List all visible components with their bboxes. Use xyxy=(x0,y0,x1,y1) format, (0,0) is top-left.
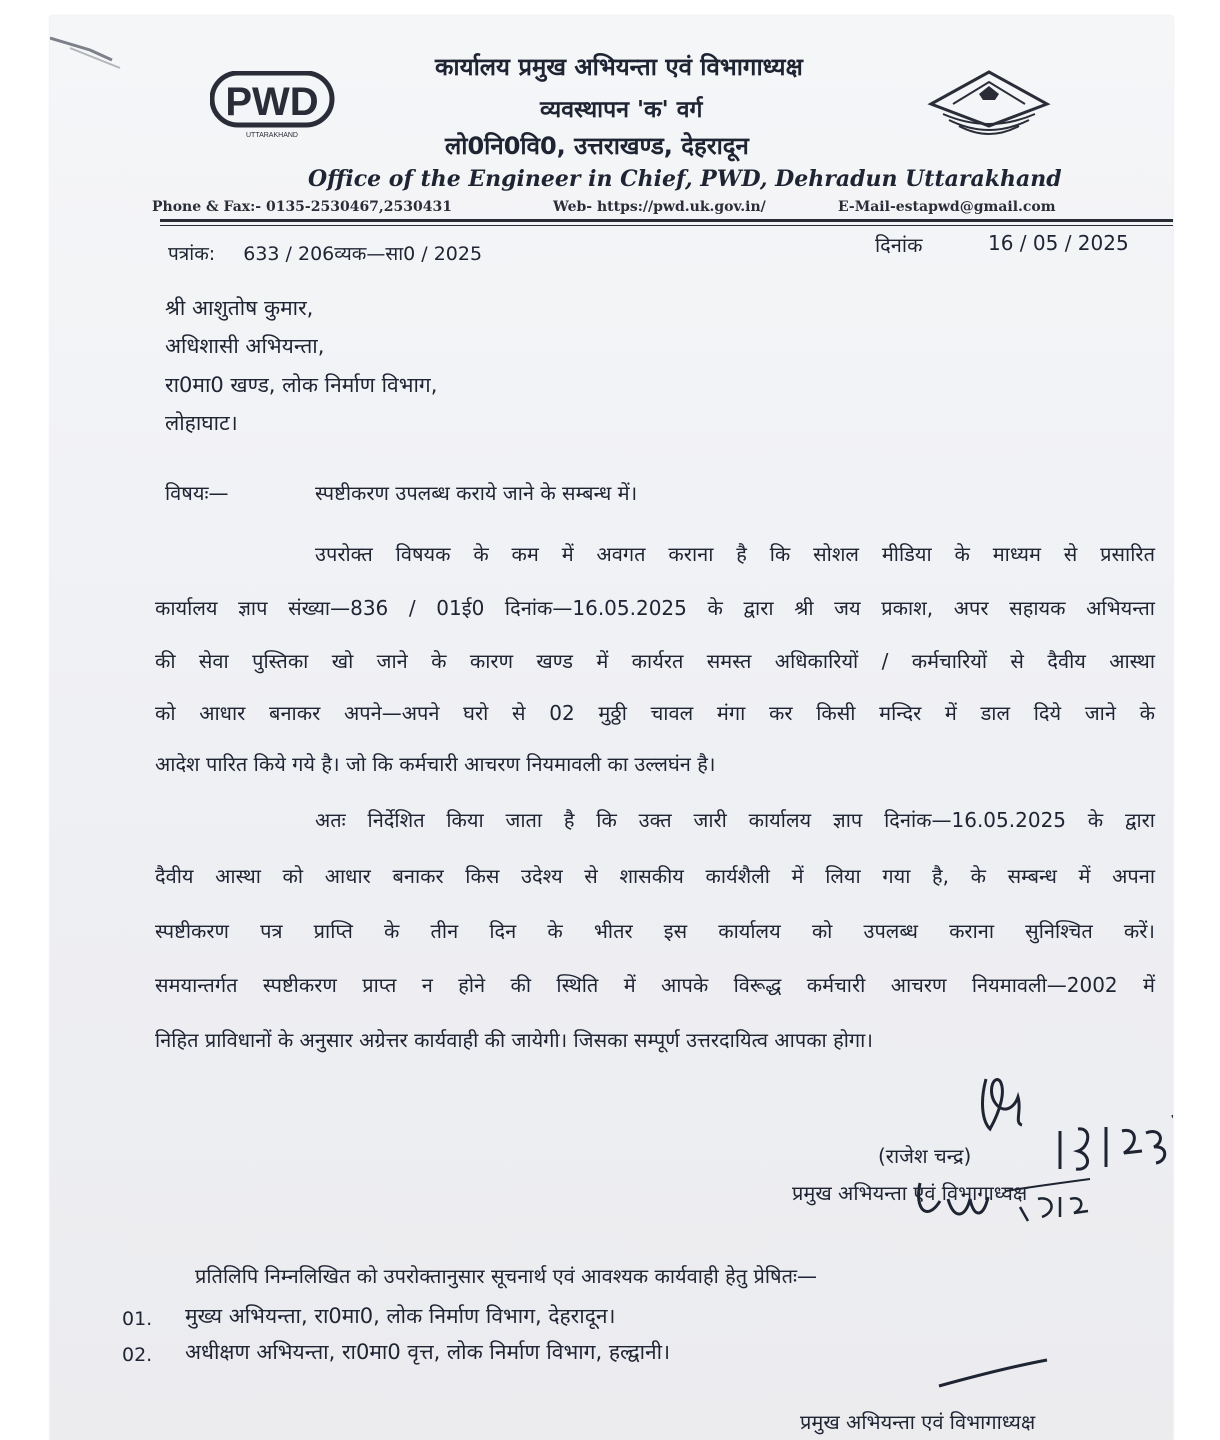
addressee-line: अधिशासी अभियन्ता, xyxy=(165,334,325,358)
date-value: 16 / 05 / 2025 xyxy=(988,231,1129,255)
patrank-value: 633 / 206व्यक—सा0 / 2025 xyxy=(243,243,483,265)
reference-number xyxy=(168,240,482,266)
date-label: दिनांक xyxy=(875,233,923,257)
staple-mark xyxy=(50,16,140,96)
paragraph-1-line: को आधार बनाकर अपने—अपने घरो से 02 मुठ्ठी चावल मंगा कर किसी मन्दिर में डाल दिये जाने के xyxy=(155,701,1155,725)
subject-label: विषयः— xyxy=(165,481,229,505)
letterhead-line-2: व्यवस्थापन 'क' वर्ग xyxy=(540,97,703,123)
paragraph-1-line: कार्यालय ज्ञाप संख्या—836 / 01ई0 दिनांक—16.05.2025 के द्वारा श्री जय प्रकाश, अपर सहायक अभियन्ता xyxy=(155,596,1155,620)
handwritten-initial-stroke xyxy=(935,1356,1055,1396)
paragraph-1-line: आदेश पारित किये गये है। जो कि कर्मचारी आचरण नियमावली का उल्लघंन है। xyxy=(155,752,716,776)
header-rule-thin xyxy=(160,225,1173,226)
copy-to-item: अधीक्षण अभियन्ता, रा0मा0 वृत्त, लोक निर्माण विभाग, हल्द्वानी। xyxy=(185,1340,671,1364)
svg-text:PWD: PWD xyxy=(225,80,319,124)
copy-to-number: 02. xyxy=(122,1344,153,1366)
paragraph-2-line: दैवीय आस्था को आधार बनाकर किस उदेश्य से शासकीय कार्यशैली में लिया गया है, के सम्बन्ध में अपना xyxy=(155,864,1155,888)
header-rule xyxy=(160,219,1173,222)
addressee-line: श्री आशुतोष कुमार, xyxy=(165,296,314,320)
addressee-line: लोहाघाट। xyxy=(165,411,238,435)
paragraph-2-line: अतः निर्देशित किया जाता है कि उक्त जारी कार्यालय ज्ञाप दिनांक—16.05.2025 के द्वारा xyxy=(315,808,1155,832)
letterhead-english-title: Office of the Engineer in Chief, PWD, Dehradun Uttarakhand xyxy=(308,166,1062,192)
website: Web- https://pwd.uk.gov.in/ xyxy=(553,199,766,215)
phone-fax: Phone & Fax:- 0135-2530467,2530431 xyxy=(152,199,452,215)
letter-page xyxy=(50,16,1173,1440)
email: E-Mail-estapwd@gmail.com xyxy=(838,199,1056,215)
uttarakhand-emblem xyxy=(923,64,1055,144)
letterhead-line-1: कार्यालय प्रमुख अभियन्ता एवं विभागाध्यक्ष xyxy=(435,53,803,81)
paragraph-1-line: उपरोक्त विषयक के कम में अवगत कराना है कि सोशल मीडिया के माध्यम से प्रसारित xyxy=(315,542,1155,566)
paragraph-2-line: स्पष्टीकरण पत्र प्राप्ति के तीन दिन के भीतर इस कार्यालय को उपलब्ध कराना सुनिश्चित करें। xyxy=(155,919,1155,943)
copy-to-lead: प्रतिलिपि निम्नलिखित को उपरोक्तानुसार सूचनार्थ एवं आवश्यक कार्यवाही हेतु प्रेषितः— xyxy=(195,1264,818,1288)
copy-designation: प्रमुख अभियन्ता एवं विभागाध्यक्ष xyxy=(800,1410,1036,1434)
signatory-name: (राजेश चन्द्र) xyxy=(878,1144,972,1168)
copy-to-item: मुख्य अभियन्ता, रा0मा0, लोक निर्माण विभाग, देहरादून। xyxy=(185,1304,616,1328)
svg-text:UTTARAKHAND: UTTARAKHAND xyxy=(246,132,298,139)
letterhead-line-3: लो0नि0वि0, उत्तराखण्ड, देहरादून xyxy=(445,132,749,160)
subject-text: स्पष्टीकरण उपलब्ध कराये जाने के सम्बन्ध में। xyxy=(315,481,638,505)
signatory-designation: प्रमुख अभियन्ता एवं विभागाध्यक्ष xyxy=(792,1181,1028,1205)
patrank-label: पत्रांक: xyxy=(168,243,216,265)
pwd-logo xyxy=(210,71,338,141)
paragraph-1-line: की सेवा पुस्तिका खो जाने के कारण खण्ड में कार्यरत समस्त अधिकारियों / कर्मचारियों से दैवीय आस्था xyxy=(155,649,1155,673)
paragraph-2-line: निहित प्राविधानों के अनुसार अग्रेत्तर कार्यवाही की जायेगी। जिसका सम्पूर्ण उत्तरदायित्व आपका होगा। xyxy=(155,1028,873,1052)
paragraph-2-line: समयान्तर्गत स्पष्टीकरण प्राप्त न होने की स्थिति में आपके विरूद्ध कर्मचारी आचरण नियमावली—2002 में xyxy=(155,973,1155,997)
addressee-line: रा0मा0 खण्ड, लोक निर्माण विभाग, xyxy=(165,373,438,397)
copy-to-number: 01. xyxy=(122,1308,153,1330)
